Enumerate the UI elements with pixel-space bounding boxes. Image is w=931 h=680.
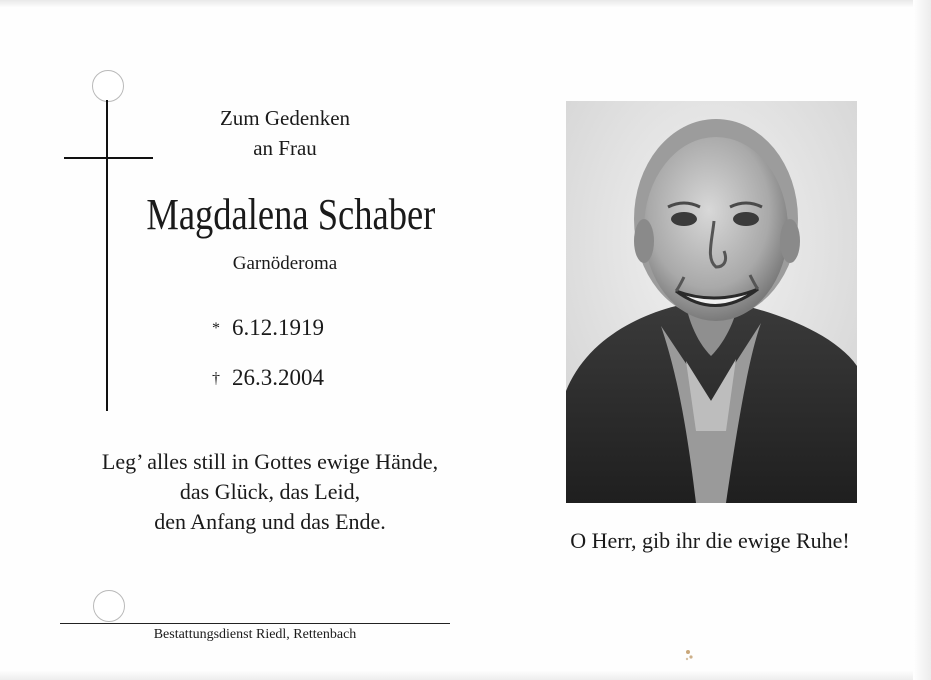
scan-edge-top — [0, 0, 931, 8]
portrait-illustration — [566, 101, 857, 503]
cross-horizontal-bar — [64, 157, 153, 159]
death-date: 26.3.2004 — [232, 365, 324, 390]
undertaker-credit: Bestattungsdienst Riedl, Rettenbach — [153, 627, 357, 642]
verse-line: Leg’ alles still in Gottes ewige Hände, — [101, 449, 439, 474]
memorial-verse — [60, 447, 480, 537]
verse-line: den Anfang und das Ende. — [154, 509, 386, 534]
death-cross-icon: † — [212, 370, 220, 387]
punch-hole-icon — [93, 590, 125, 622]
memorial-line-2: an Frau — [253, 136, 317, 160]
cross-vertical-bar — [106, 100, 108, 411]
punch-hole-icon — [92, 70, 124, 102]
verse-line: das Glück, das Leid, — [179, 479, 361, 504]
scan-edge-bottom — [0, 670, 931, 680]
death-date-line — [212, 364, 324, 393]
birth-date-line — [212, 314, 324, 343]
birth-date: 6.12.1919 — [232, 315, 324, 340]
memorial-heading — [160, 103, 410, 163]
footer-divider — [60, 623, 450, 624]
paper-speck — [683, 648, 695, 662]
portrait-photo — [566, 101, 857, 503]
memorial-line-1: Zum Gedenken — [219, 106, 351, 130]
scan-edge-right — [913, 0, 931, 680]
prayer-line: O Herr, gib ihr die ewige Ruhe! — [570, 528, 850, 553]
birth-star-icon: * — [212, 320, 220, 337]
deceased-name: Magdalena Schaber — [146, 190, 436, 239]
deceased-nickname: Garnöderoma — [232, 253, 338, 274]
